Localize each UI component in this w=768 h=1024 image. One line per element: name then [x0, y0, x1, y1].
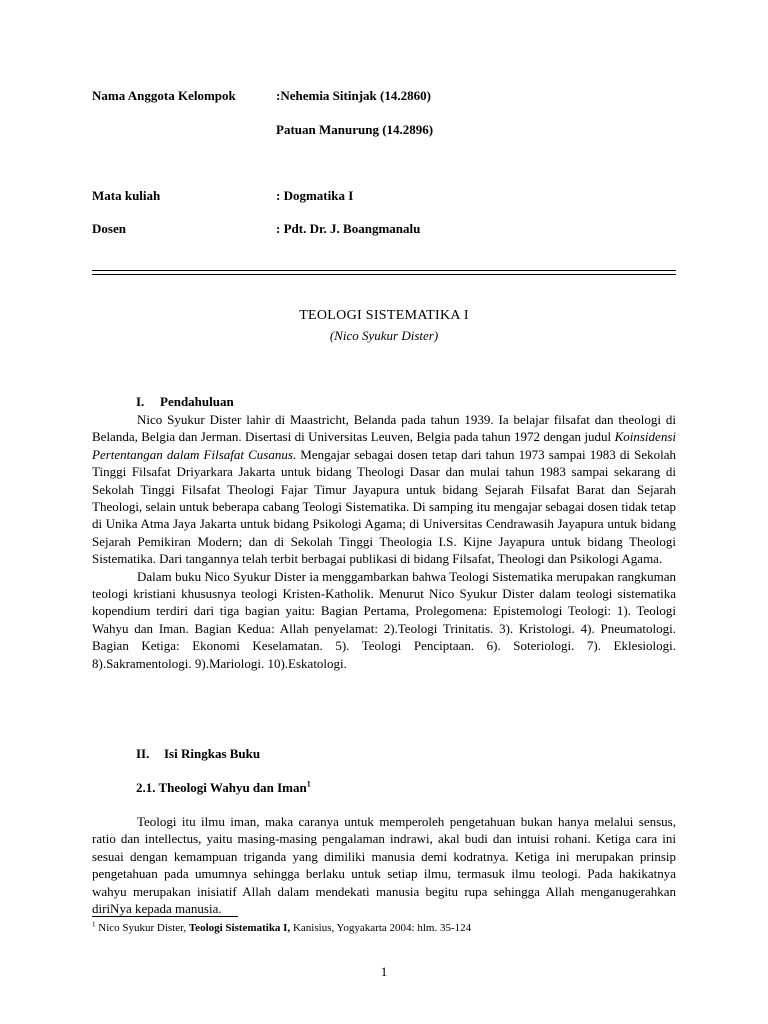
section-2-heading — [136, 746, 260, 762]
course-label: Mata kuliah — [92, 188, 161, 203]
footnote-book-title: Teologi Sistematika I, — [188, 922, 291, 934]
lecturer-row — [92, 221, 420, 237]
subsection-2-1-title: 2.1. Theologi Wahyu dan Iman — [136, 780, 307, 795]
subsection-2-1-heading — [136, 780, 311, 796]
footnote-ref[interactable]: 1 — [306, 779, 311, 789]
section-1-number: I. — [136, 394, 145, 409]
document-title: TEOLOGI SISTEMATIKA I — [299, 308, 469, 323]
section-1-title: Pendahuluan — [160, 394, 234, 409]
member-2: Patuan Manurung (14.2896) — [276, 122, 434, 137]
lecturer-value: : Pdt. Dr. J. Boangmanalu — [276, 221, 421, 236]
paragraph: Teologi itu ilmu iman, maka caranya untuk memperoleh pengetahuan bukan hanya melalui sensus, ratio dan intellectus, yaitu masing-masing pengalaman indrawi, akal budi dan intuisi rohani. Ketiga cara ini sesuai dengan kemampuan triganda yang dimiliki manusia demi kodratnya. Ketiga ini merupakan prinsip pengetahuan pada umumnya sehingga berlaku untuk setiap ilmu, termasuk ilmu teologi. Pada hakikatnya wahyu merupakan inisiatif Allah dalam mendekati manusia begitu rupa sehingga Allah menganugerahkan diriNya kepada manusia. — [92, 814, 676, 917]
document-subtitle: (Nico Syukur Dister) — [329, 328, 439, 343]
section-2-number: II. — [136, 746, 150, 761]
paragraph: Dalam buku Nico Syukur Dister ia menggambarkan bahwa Teologi Sistematika merupakan rangkuman teologi kristiani khususnya teologi Kristen-Katholik. Menurut Nico Syukur Dister dalam teologi sistematika kopendium terdiri dari tiga bagian yaitu: Bagian Pertama, Prolegomena: Epistemologi Teologi: 1). Teologi Wahyu dan Iman. Bagian Kedua: Allah penyelamat: 2).Teologi Trinitatis. 3). Kristologi. 4). Pneumatologi. Bagian Ketiga: Ekonomi Keselamatan. 5). Teologi Penciptaan. 6). Soteriologi. 7). Eklesiologi. 8).Sakramentologi. 9).Mariologi. 10).Eskatologi. — [92, 568, 676, 671]
dissertation-title: Koinsidensi Pertentangan dalam Filsafat Cusanus — [92, 429, 676, 462]
course-row — [92, 188, 353, 204]
course-value: : Dogmatika I — [276, 188, 354, 203]
members-row — [92, 88, 431, 104]
paragraph: Nico Syukur Dister lahir di Maastricht, Belanda pada tahun 1939. Ia belajar filsafat dan theologi di Belanda, Belgia dan Jerman. Disertasi di Universitas Leuven, Belgia pada tahun 1972 dengan judul Koinsidensi Pertentangan dalam Filsafat Cusanus. Mengajar sebagai dosen tetap dari tahun 1973 sampai 1983 di Sekolah Tinggi Filsafat Driyarkara Jakarta untuk bidang Theologi Dasar dan mulai tahun 1983 sampai sekarang di Sekolah Tinggi Filsafat Theologi Fajar Timur Jayapura untuk bidang Sejarah Filsafat Barat dan Sejarah Theologi, selain untuk beberapa cabang Teologi Sistematika. Di samping itu mengajar sebagai dosen tidak tetap di Unika Atma Jaya Jakarta untuk bidang Psikologi Agama; di Universitas Cendrawasih Jayapura untuk bidang Sejarah Pemikiran Modern; dan di Sekolah Tinggi Theologia I.S. Kijne Jayapura untuk bidang Theologi Sistematika. Dari tangannya telah terbit berbagai publikasi di bidang Filsafat, Theologi dan Psikologi Agama. — [92, 412, 676, 567]
lecturer-label: Dosen — [92, 221, 126, 236]
member-2-row — [92, 122, 433, 138]
section-1-body — [92, 411, 676, 672]
page-number: 1 — [380, 964, 388, 979]
section-1-heading — [136, 394, 234, 410]
footnote-separator — [92, 916, 238, 917]
header-rule-top — [92, 270, 676, 271]
section-2-body — [92, 813, 676, 917]
section-2-title: Isi Ringkas Buku — [164, 746, 261, 761]
footnote: $^1$ Nico Syukur Dister, Teologi Sistematika I, Kanisius, Yogyakarta 2004: hlm. 35-124 — [92, 920, 472, 934]
member-1: :Nehemia Sitinjak (14.2860) — [276, 88, 431, 103]
members-label: Nama Anggota Kelompok — [92, 88, 236, 103]
header-rule-bottom — [92, 274, 676, 275]
footnote-number: 1 — [92, 920, 96, 929]
